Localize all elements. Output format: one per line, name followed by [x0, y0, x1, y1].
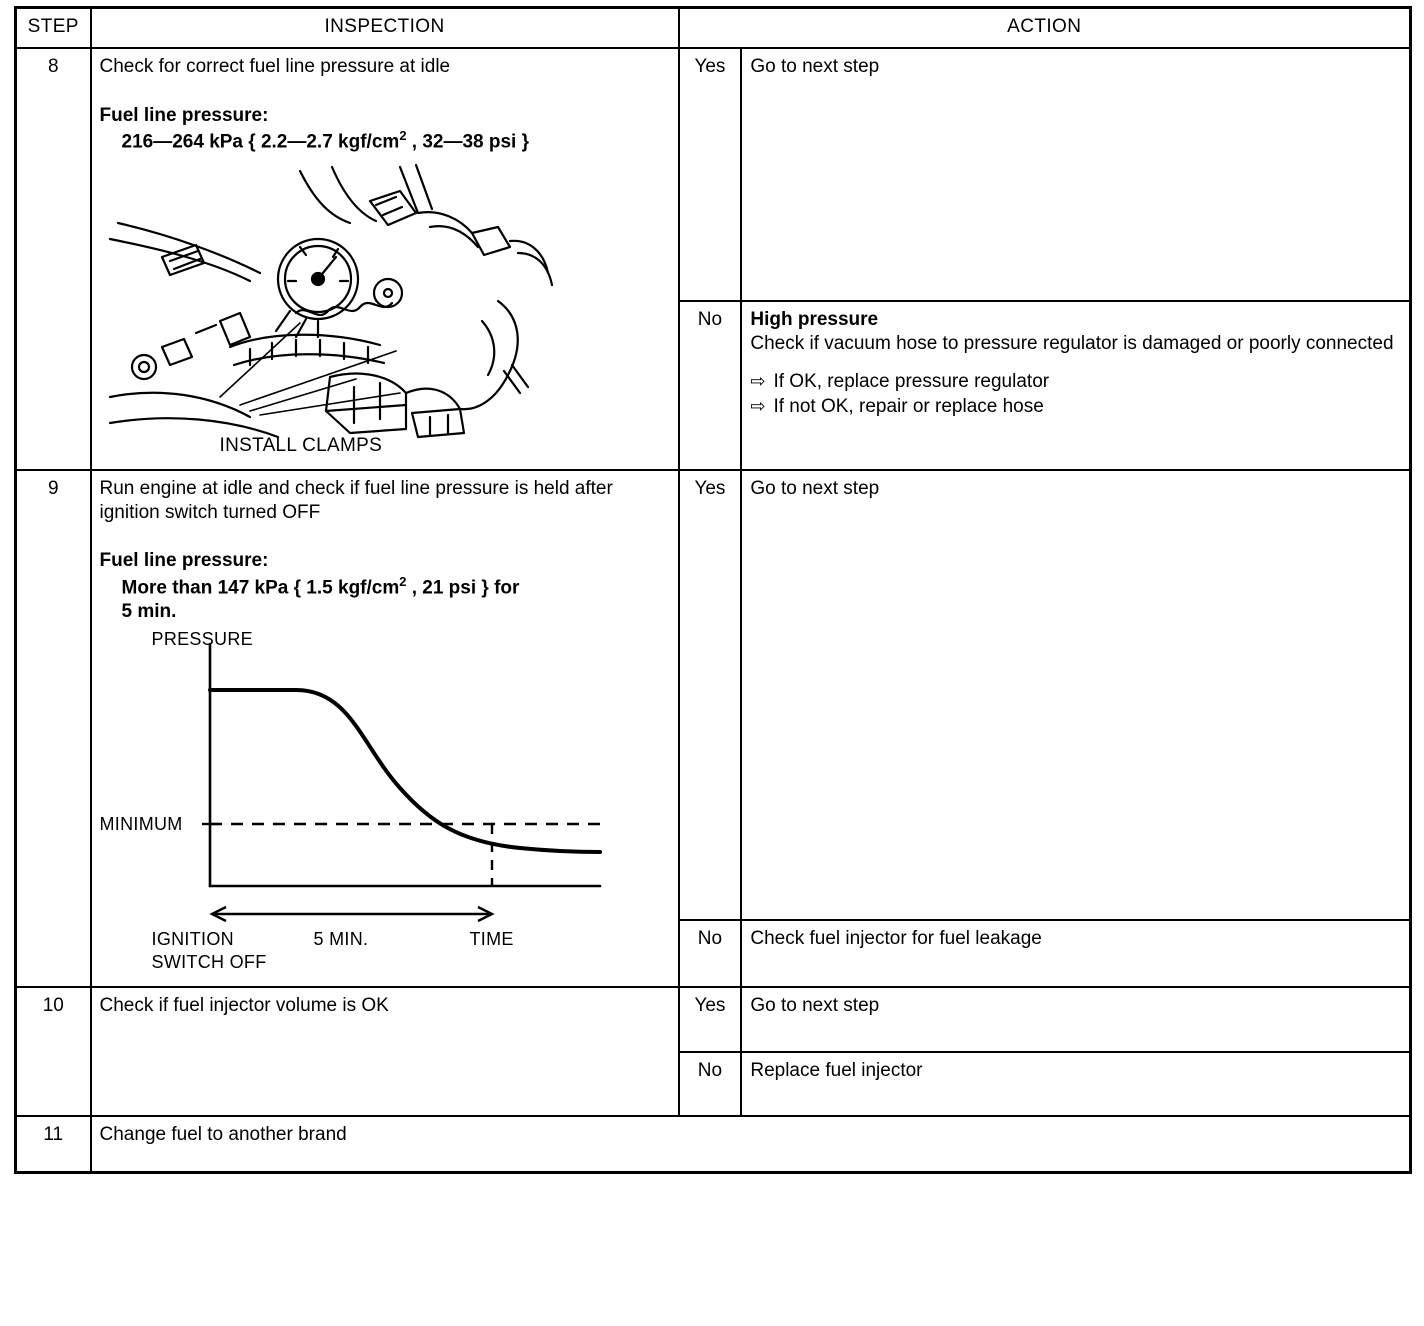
spacer: [100, 80, 670, 104]
action-text: Replace fuel injector: [750, 1059, 923, 1081]
action-bullet-text: If not OK, repair or replace hose: [773, 395, 1044, 417]
arrow-right-icon: ⇨: [750, 371, 766, 392]
troubleshooting-table: [14, 6, 1412, 1174]
action-cell-no: [741, 920, 1410, 987]
header-action: ACTION: [679, 8, 1411, 49]
header-inspection: INSPECTION: [91, 8, 679, 49]
spec-value: [100, 574, 670, 601]
action-text: Check fuel injector for fuel leakage: [750, 928, 1042, 950]
action-cell-yes: [741, 470, 1410, 921]
action-cell-yes: [741, 987, 1410, 1051]
step-number: 9: [16, 470, 91, 988]
chart-y-axis-label: PRESSURE: [151, 629, 253, 650]
action-cell-yes: [741, 48, 1410, 300]
chart-minimum-label: MINIMUM: [99, 814, 183, 835]
spec-value-pre: 216—264 kPa { 2.2—2.7 kgf/cm: [121, 131, 400, 153]
action-text: Go to next step: [750, 477, 880, 499]
inspection-text: Change fuel to another brand: [99, 1124, 347, 1146]
inspection-text: Check if fuel injector volume is OK: [99, 995, 389, 1017]
inspection-cell: [91, 1116, 1411, 1173]
answer-no-label: No: [679, 1052, 742, 1116]
chart-origin-label-line2: SWITCH OFF: [151, 951, 267, 972]
arrow-right-icon: ⇨: [750, 395, 766, 416]
table-row: [16, 987, 1411, 1051]
inspection-cell: [91, 48, 679, 469]
action-text: Go to next step: [750, 995, 880, 1017]
spec-value-exponent: 2: [399, 573, 407, 589]
answer-yes-label: Yes: [679, 470, 742, 921]
spec-label: Fuel line pressure:: [99, 104, 269, 126]
inspection-cell: [91, 987, 679, 1116]
spacer: [750, 356, 1401, 370]
action-text: Check if vacuum hose to pressure regulator is damaged or poorly connected: [750, 333, 1394, 355]
action-bullet-text: If OK, replace pressure regulator: [773, 371, 1050, 393]
spec-value-post: , 32—38 psi }: [406, 131, 530, 153]
spacer: [100, 525, 670, 549]
action-title: High pressure: [750, 308, 879, 330]
action-bullet: [750, 370, 1401, 394]
inspection-text: Run engine at idle and check if fuel line pressure is held after ignition switch turned OFF: [99, 477, 613, 523]
pressure-decay-chart: [100, 628, 670, 978]
answer-yes-label: Yes: [679, 987, 742, 1051]
spec-value: [100, 128, 670, 155]
spec-value-exponent: 2: [399, 127, 407, 143]
spec-value-pre: More than 147 kPa { 1.5 kgf/cm: [121, 576, 400, 598]
table-row: [16, 1116, 1411, 1173]
chart-origin-label-line1: IGNITION: [151, 929, 234, 950]
answer-no-label: No: [679, 920, 742, 987]
table-header-row: [16, 8, 1411, 49]
inspection-cell: [91, 470, 679, 988]
spec-value-line2: 5 min.: [121, 601, 177, 623]
header-step: STEP: [16, 8, 91, 49]
spec-label: Fuel line pressure:: [99, 550, 269, 572]
spec-value-post: , 21 psi } for: [406, 576, 520, 598]
engine-diagram-icon: [100, 161, 640, 441]
step-number: 11: [16, 1116, 91, 1173]
table-row: [16, 48, 1411, 300]
step-number: 10: [16, 987, 91, 1116]
answer-yes-label: Yes: [679, 48, 742, 300]
answer-no-label: No: [679, 301, 742, 470]
inspection-text: Check for correct fuel line pressure at idle: [99, 56, 451, 78]
action-text: Go to next step: [750, 56, 880, 78]
action-bullet: [750, 395, 1401, 419]
action-cell-no: [741, 1052, 1410, 1116]
figure-caption: INSTALL CLAMPS: [219, 435, 383, 457]
chart-x-axis-label: TIME: [469, 929, 514, 950]
chart-duration-label: 5 MIN.: [313, 929, 369, 950]
engine-fuel-line-figure: [100, 161, 670, 461]
table-row: [16, 470, 1411, 921]
pressure-time-graph-icon: [100, 628, 640, 928]
chart-origin-label: [152, 928, 267, 973]
action-cell-no: [741, 301, 1410, 470]
step-number: 8: [16, 48, 91, 469]
